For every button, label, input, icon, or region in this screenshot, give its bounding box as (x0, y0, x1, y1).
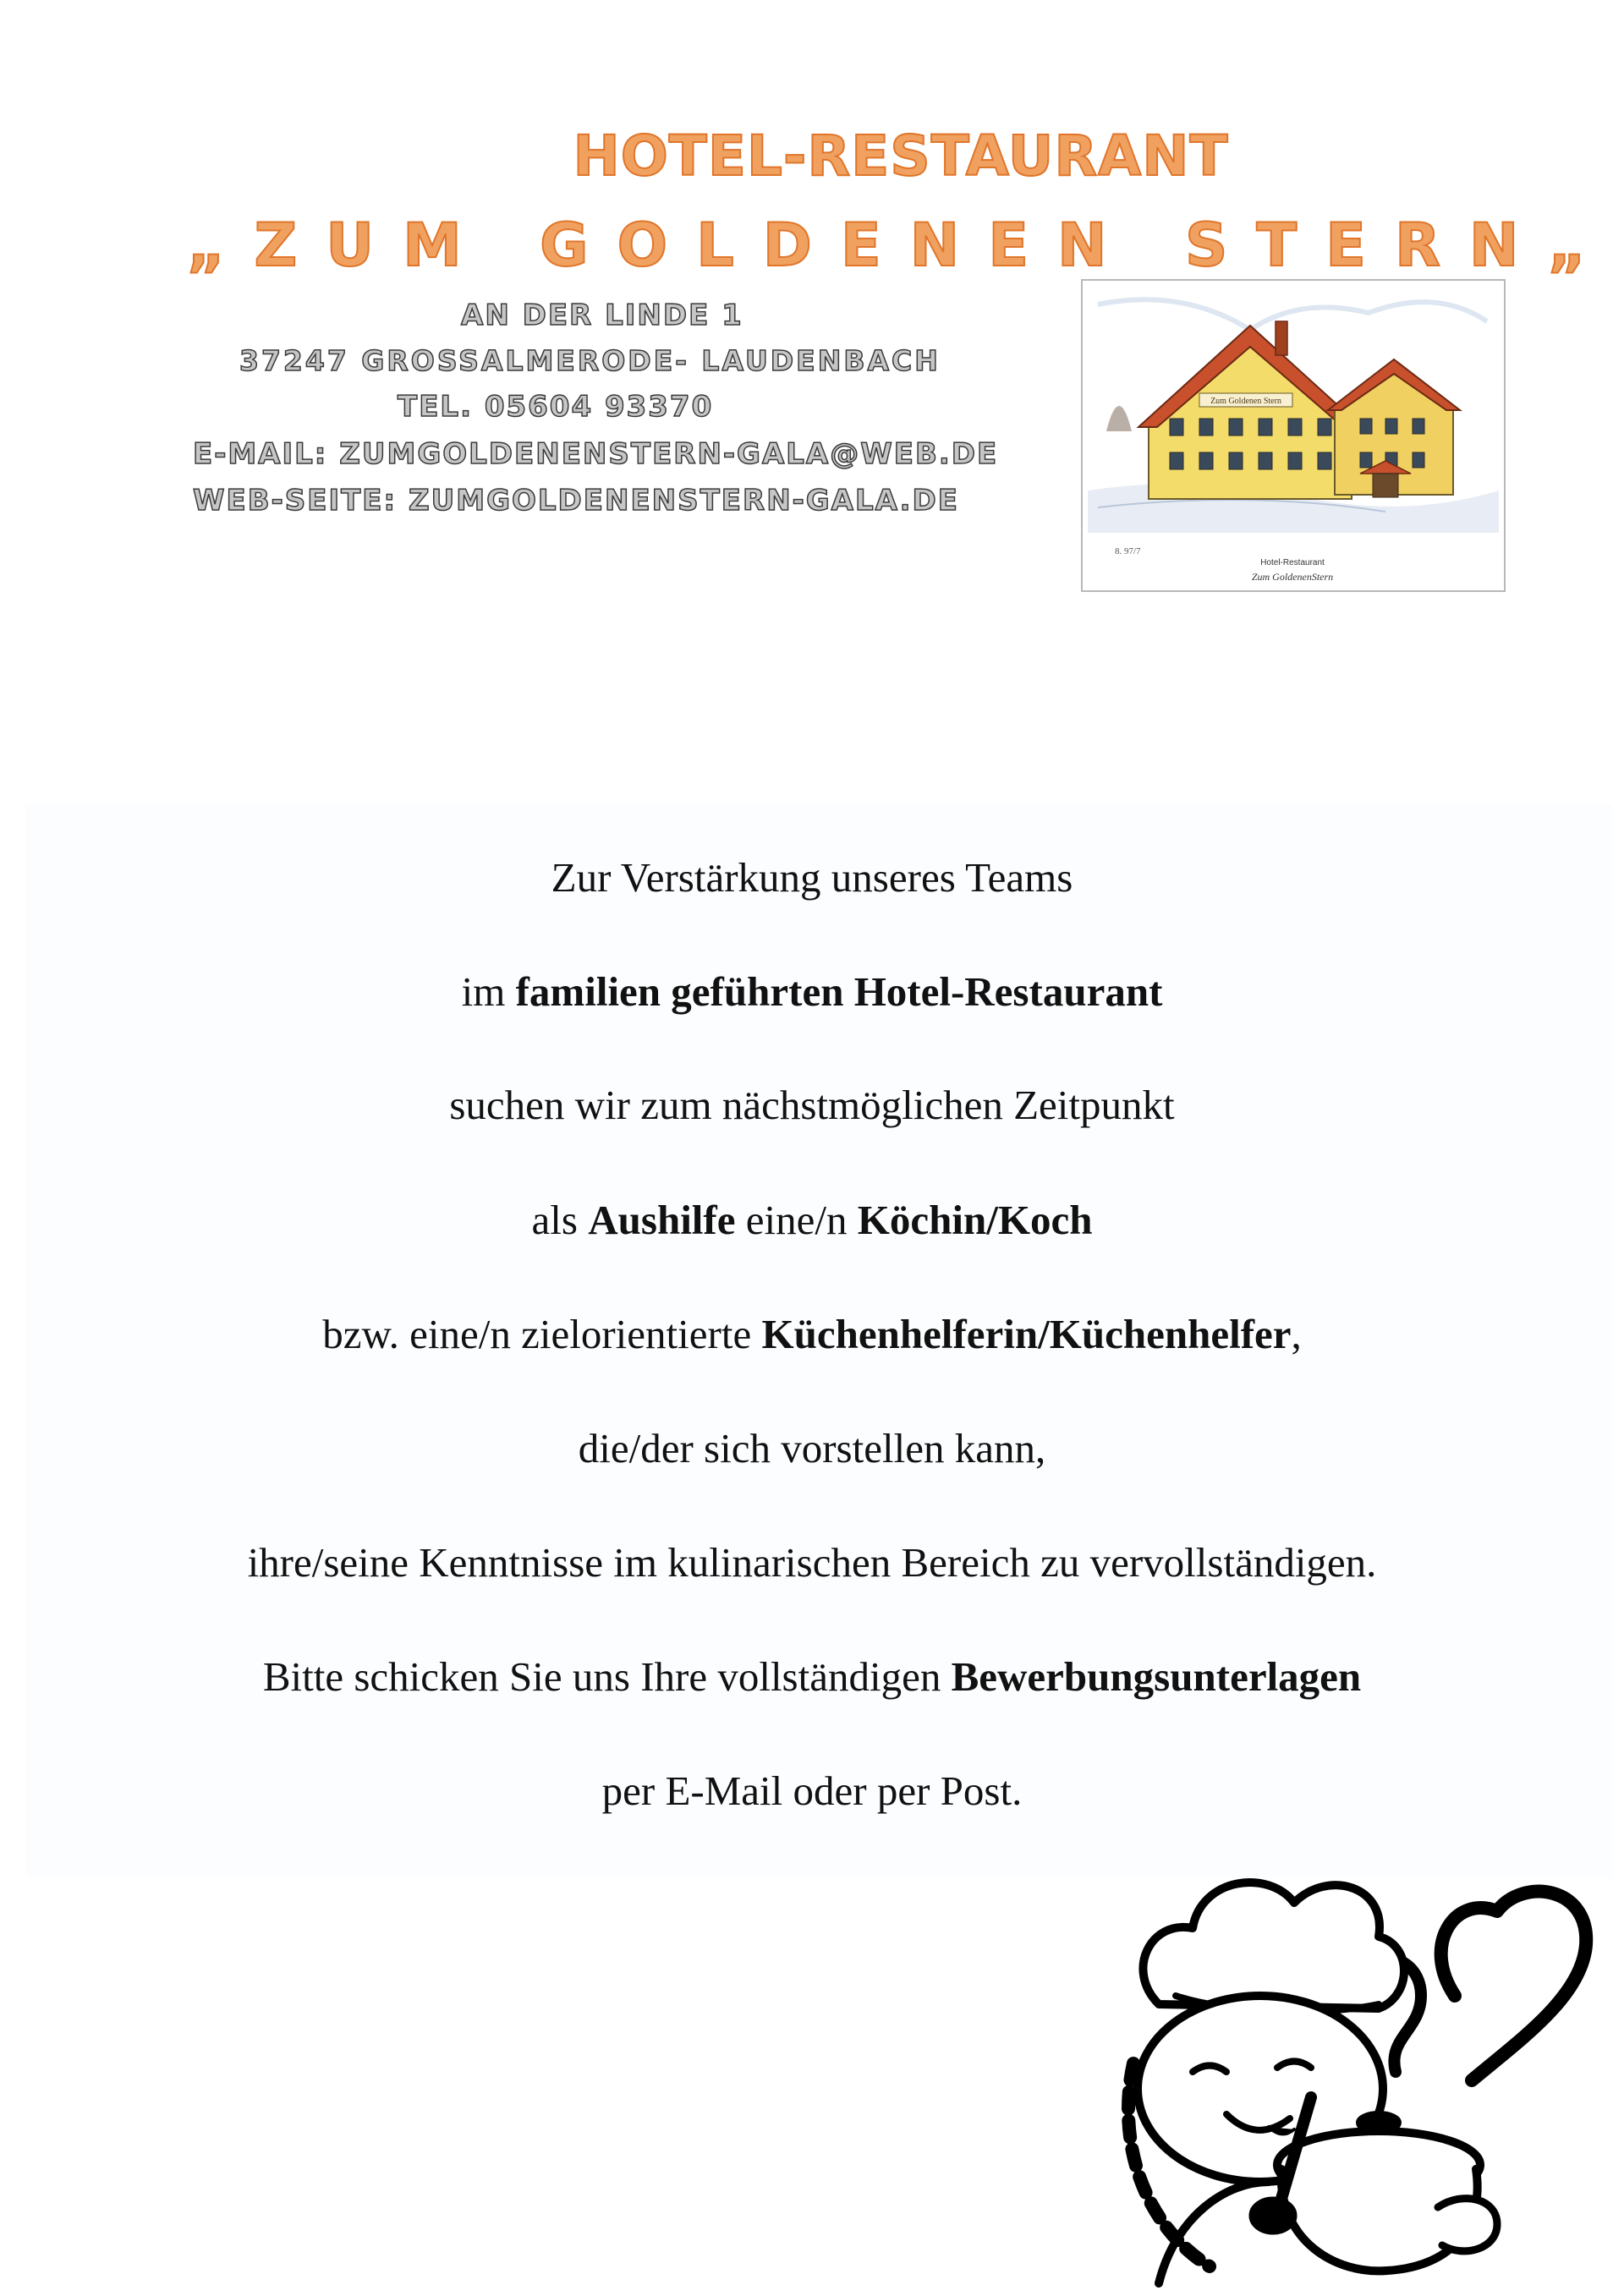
body-line-imagine: die/der sich vorstellen kann, (578, 1425, 1046, 1471)
body-line-position: als Aushilfe eine/n Köchin/Koch (531, 1197, 1093, 1243)
body-line-time: suchen wir zum nächstmöglichen Zeitpunkt (449, 1082, 1175, 1128)
body-line-helper: bzw. eine/n zielorientierte Küchenhelferin/Küchenhelfer, (322, 1311, 1302, 1357)
address-city: 37247 GROSSALMERODE- LAUDENBACH (239, 344, 941, 377)
picture-caption-top: Hotel-Restaurant (1260, 558, 1325, 567)
artist-signature: 8. 97/7 (1115, 546, 1141, 556)
address-email: E-MAIL: ZUMGOLDENENSTERN-GALA@WEB.DE (193, 437, 999, 471)
hotel-sign-text: Zum Goldenen Stern (1210, 397, 1281, 406)
address-phone: TEL. 05604 93370 (398, 390, 714, 424)
address-website: WEB-SEITE: ZUMGOLDENENSTERN-GALA.DE (193, 484, 959, 518)
chef-with-pot-and-heart-icon (1100, 1844, 1607, 2296)
body-line-application: Bitte schicken Sie uns Ihre vollständigen Bewerbungsunterlagen (262, 1653, 1362, 1700)
body-line-hotel: im familien geführten Hotel-Restaurant (461, 968, 1163, 1015)
hotel-title: HOTEL-RESTAURANT (573, 123, 1229, 189)
body-line-skills: ihre/seine Kenntnisse im kulinarischen Bereich zu vervollständigen. (247, 1539, 1377, 1586)
hotel-name: „ZUM GOLDENEN STERN„ (186, 211, 1616, 280)
picture-caption-bottom: Zum GoldenenStern (1251, 571, 1334, 583)
body-line-team: Zur Verstärkung unseres Teams (551, 854, 1073, 901)
hotel-building-picture (1081, 279, 1506, 592)
body-line-contact: per E-Mail oder per Post. (601, 1767, 1023, 1814)
address-street: AN DER LINDE 1 (461, 299, 743, 332)
